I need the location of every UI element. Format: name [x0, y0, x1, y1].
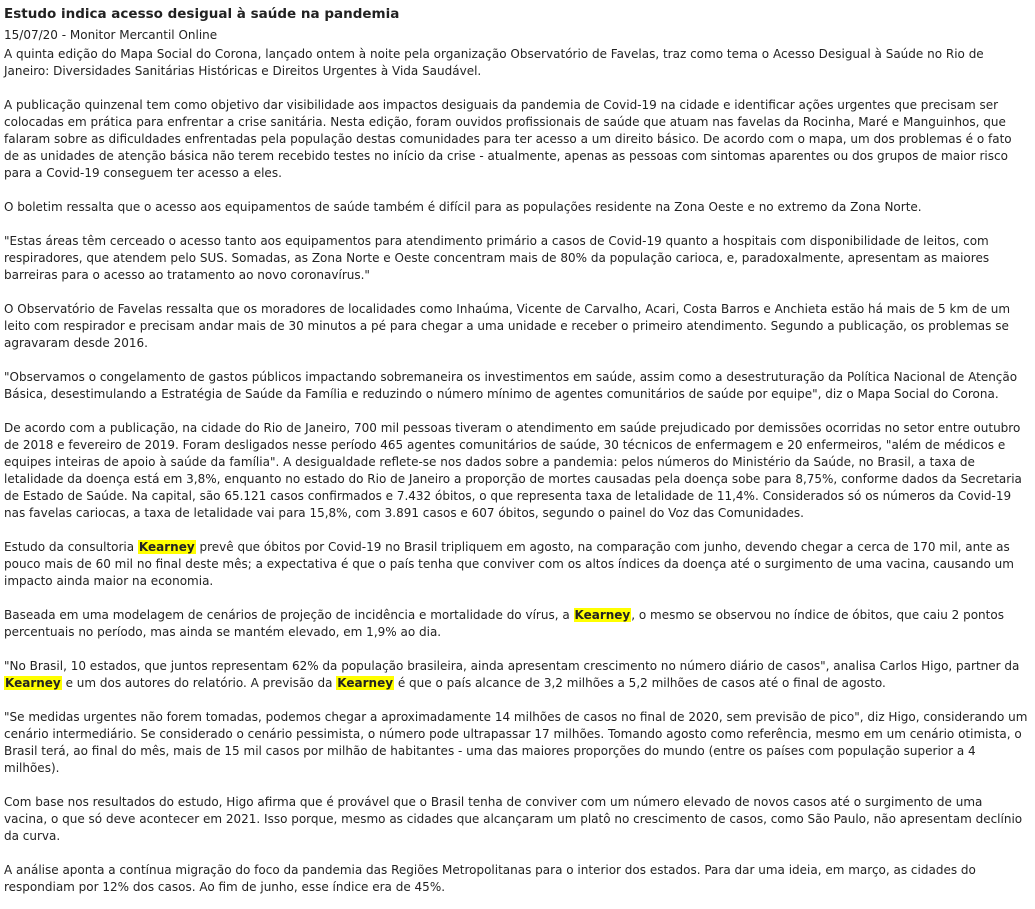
paragraph	[4, 539, 1029, 590]
paragraph	[4, 46, 1029, 80]
paragraph	[4, 709, 1029, 777]
paragraph-text: prevê que óbitos por Covid-19 no Brasil tripliquem em agosto, na comparação com junho, devendo chegar a cerca de 170 mil, ante as pouco mais de 60 mil no final deste mês; a expectativa é que o país tenha que conviver com os altos índices da doença até o surgimento de uma vacina, causando um impacto ainda maior na economia.	[4, 540, 1014, 588]
article-body	[4, 46, 1029, 896]
paragraph	[4, 794, 1029, 845]
paragraph-text: A quinta edição do Mapa Social do Corona, lançado ontem à noite pela organização Observatório de Favelas, traz como tema o Acesso Desigual à Saúde no Rio de Janeiro: Diversidades Sanitárias Históricas e Direitos Urgentes à Vida Saudável.	[4, 47, 984, 78]
paragraph-text: O boletim ressalta que o acesso aos equipamentos de saúde também é difícil para as populações residente na Zona Oeste e no extremo da Zona Norte.	[4, 200, 922, 214]
article-title: Estudo indica acesso desigual à saúde na pandemia	[4, 6, 400, 22]
paragraph	[4, 199, 1029, 216]
paragraph	[4, 862, 1029, 896]
meta-separator: -	[57, 28, 70, 42]
highlighted-term: Kearney	[5, 676, 61, 690]
article-meta	[4, 27, 1029, 43]
paragraph	[4, 301, 1029, 352]
paragraph	[4, 607, 1029, 641]
highlighted-term: Kearney	[138, 540, 195, 554]
highlighted-term: Kearney	[574, 608, 631, 622]
paragraph-text: "No Brasil, 10 estados, que juntos representam 62% da população brasileira, ainda apresentam crescimento no número diário de casos", analisa Carlos Higo, partner da	[4, 659, 1020, 673]
paragraph-text: A análise aponta a contínua migração do foco da pandemia das Regiões Metropolitanas para o interior dos estados. Para dar uma ideia, em março, as cidades do respondiam por 12% dos casos. Ao fim de junho, esse índice era de 45%.	[4, 863, 976, 894]
paragraph	[4, 658, 1029, 692]
article-date: 15/07/20	[4, 28, 58, 42]
article-source: Monitor Mercantil Online	[69, 28, 218, 42]
paragraph	[4, 97, 1029, 182]
paragraph-text: De acordo com a publicação, na cidade do Rio de Janeiro, 700 mil pessoas tiveram o atendimento em saúde prejudicado por demissões ocorridas no setor entre outubro de 2018 e fevereiro de 2019. Foram desligados nesse período 465 agentes comunitários de saúde, 30 técnicos de enfermagem e 20 enfermeiros, "além de médicos e equipes inteiras de apoio à saúde da família". A desigualdade reflete-se nos dados sobre a pandemia: pelos números do Ministério da Saúde, no Brasil, a taxa de letalidade da doença está em 3,8%, enquanto no estado do Rio de Janeiro a proporção de mortes causadas pela doença sobe para 8,75%, conforme dados da Secretaria de Estado de Saúde. Na capital, são 65.121 casos confirmados e 7.432 óbitos, o que representa taxa de letalidade de 11,4%. Considerados só os números da Covid-19 nas favelas cariocas, a taxa de letalidade vai para 15,8%, com 3.891 casos e 607 óbitos, segundo o painel do Voz das Comunidades.	[4, 421, 1022, 520]
paragraph	[4, 233, 1029, 284]
paragraph	[4, 420, 1029, 522]
paragraph-text: Com base nos resultados do estudo, Higo afirma que é provável que o Brasil tenha de conviver com um número elevado de novos casos até o surgimento de uma vacina, o que só deve acontecer em 2021. Isso porque, mesmo as cidades que alcançaram um platô no crescimento de casos, como São Paulo, não apresentam declínio da curva.	[4, 795, 1023, 843]
paragraph-text: Estudo da consultoria	[4, 540, 138, 554]
highlighted-term: Kearney	[337, 676, 394, 690]
paragraph-text: Baseada em uma modelagem de cenários de projeção de incidência e mortalidade do vírus, a	[4, 608, 574, 622]
paragraph-text: "Estas áreas têm cerceado o acesso tanto aos equipamentos para atendimento primário a casos de Covid-19 quanto a hospitais com disponibilidade de leitos, com respiradores, que atendem pelo SUS. Somadas, as Zona Norte e Oeste concentram mais de 80% da população carioca, e, paradoxalmente, apresentam as maiores barreiras para o acesso ao tratamento ao novo coronavírus."	[4, 234, 990, 282]
paragraph-text: "Se medidas urgentes não forem tomadas, podemos chegar a aproximadamente 14 milhões de casos no final de 2020, sem previsão de pico", diz Higo, considerando um cenário intermediário. Se considerado o cenário pessimista, o número pode ultrapassar 17 milhões. Tomando agosto como referência, mesmo em um cenário otimista, o Brasil terá, ao final do mês, mais de 15 mil casos por milhão de habitantes - uma das maiores proporções do mundo (entre os países com população superior a 4 milhões).	[4, 710, 1028, 775]
paragraph-text: O Observatório de Favelas ressalta que os moradores de localidades como Inhaúma, Vicente de Carvalho, Acari, Costa Barros e Anchieta estão há mais de 5 km de um leito com respirador e precisam andar mais de 30 minutos a pé para chegar a uma unidade e receber o primeiro atendimento. Segundo a publicação, os problemas se agravaram desde 2016.	[4, 302, 1011, 350]
paragraph-text: , o mesmo se observou no índice de óbitos, que caiu 2 pontos percentuais no período, mas ainda se mantém elevado, em 1,9% ao dia.	[4, 608, 1004, 639]
paragraph-text: e um dos autores do relatório. A previsão da	[61, 676, 337, 690]
paragraph-text: "Observamos o congelamento de gastos públicos impactando sobremaneira os investimentos em saúde, assim como a desestruturação da Política Nacional de Atenção Básica, desestimulando a Estratégia de Saúde da Família e reduzindo o número mínimo de agentes comunitários de saúde por equipe", diz o Mapa Social do Corona.	[4, 370, 1018, 401]
paragraph	[4, 369, 1029, 403]
paragraph-text: A publicação quinzenal tem como objetivo dar visibilidade aos impactos desiguais da pandemia de Covid-19 na cidade e identificar ações urgentes que precisam ser colocadas em prática para enfrentar a crise sanitária. Nesta edição, foram ouvidos profissionais de saúde que atuam nas favelas da Rocinha, Maré e Manguinhos, que falaram sobre as dificuldades enfrentadas pela população destas comunidades para ter acesso a um direito básico. De acordo com o mapa, um dos problemas é o fato de as unidades de atenção básica não terem recebido testes no início da crise - atualmente, apenas as pessoas com sintomas aparentes ou dos grupos de maior risco para a Covid-19 conseguem ter acesso a eles.	[4, 98, 1012, 180]
paragraph-text: é que o país alcance de 3,2 milhões a 5,2 milhões de casos até o final de agosto.	[394, 676, 886, 690]
